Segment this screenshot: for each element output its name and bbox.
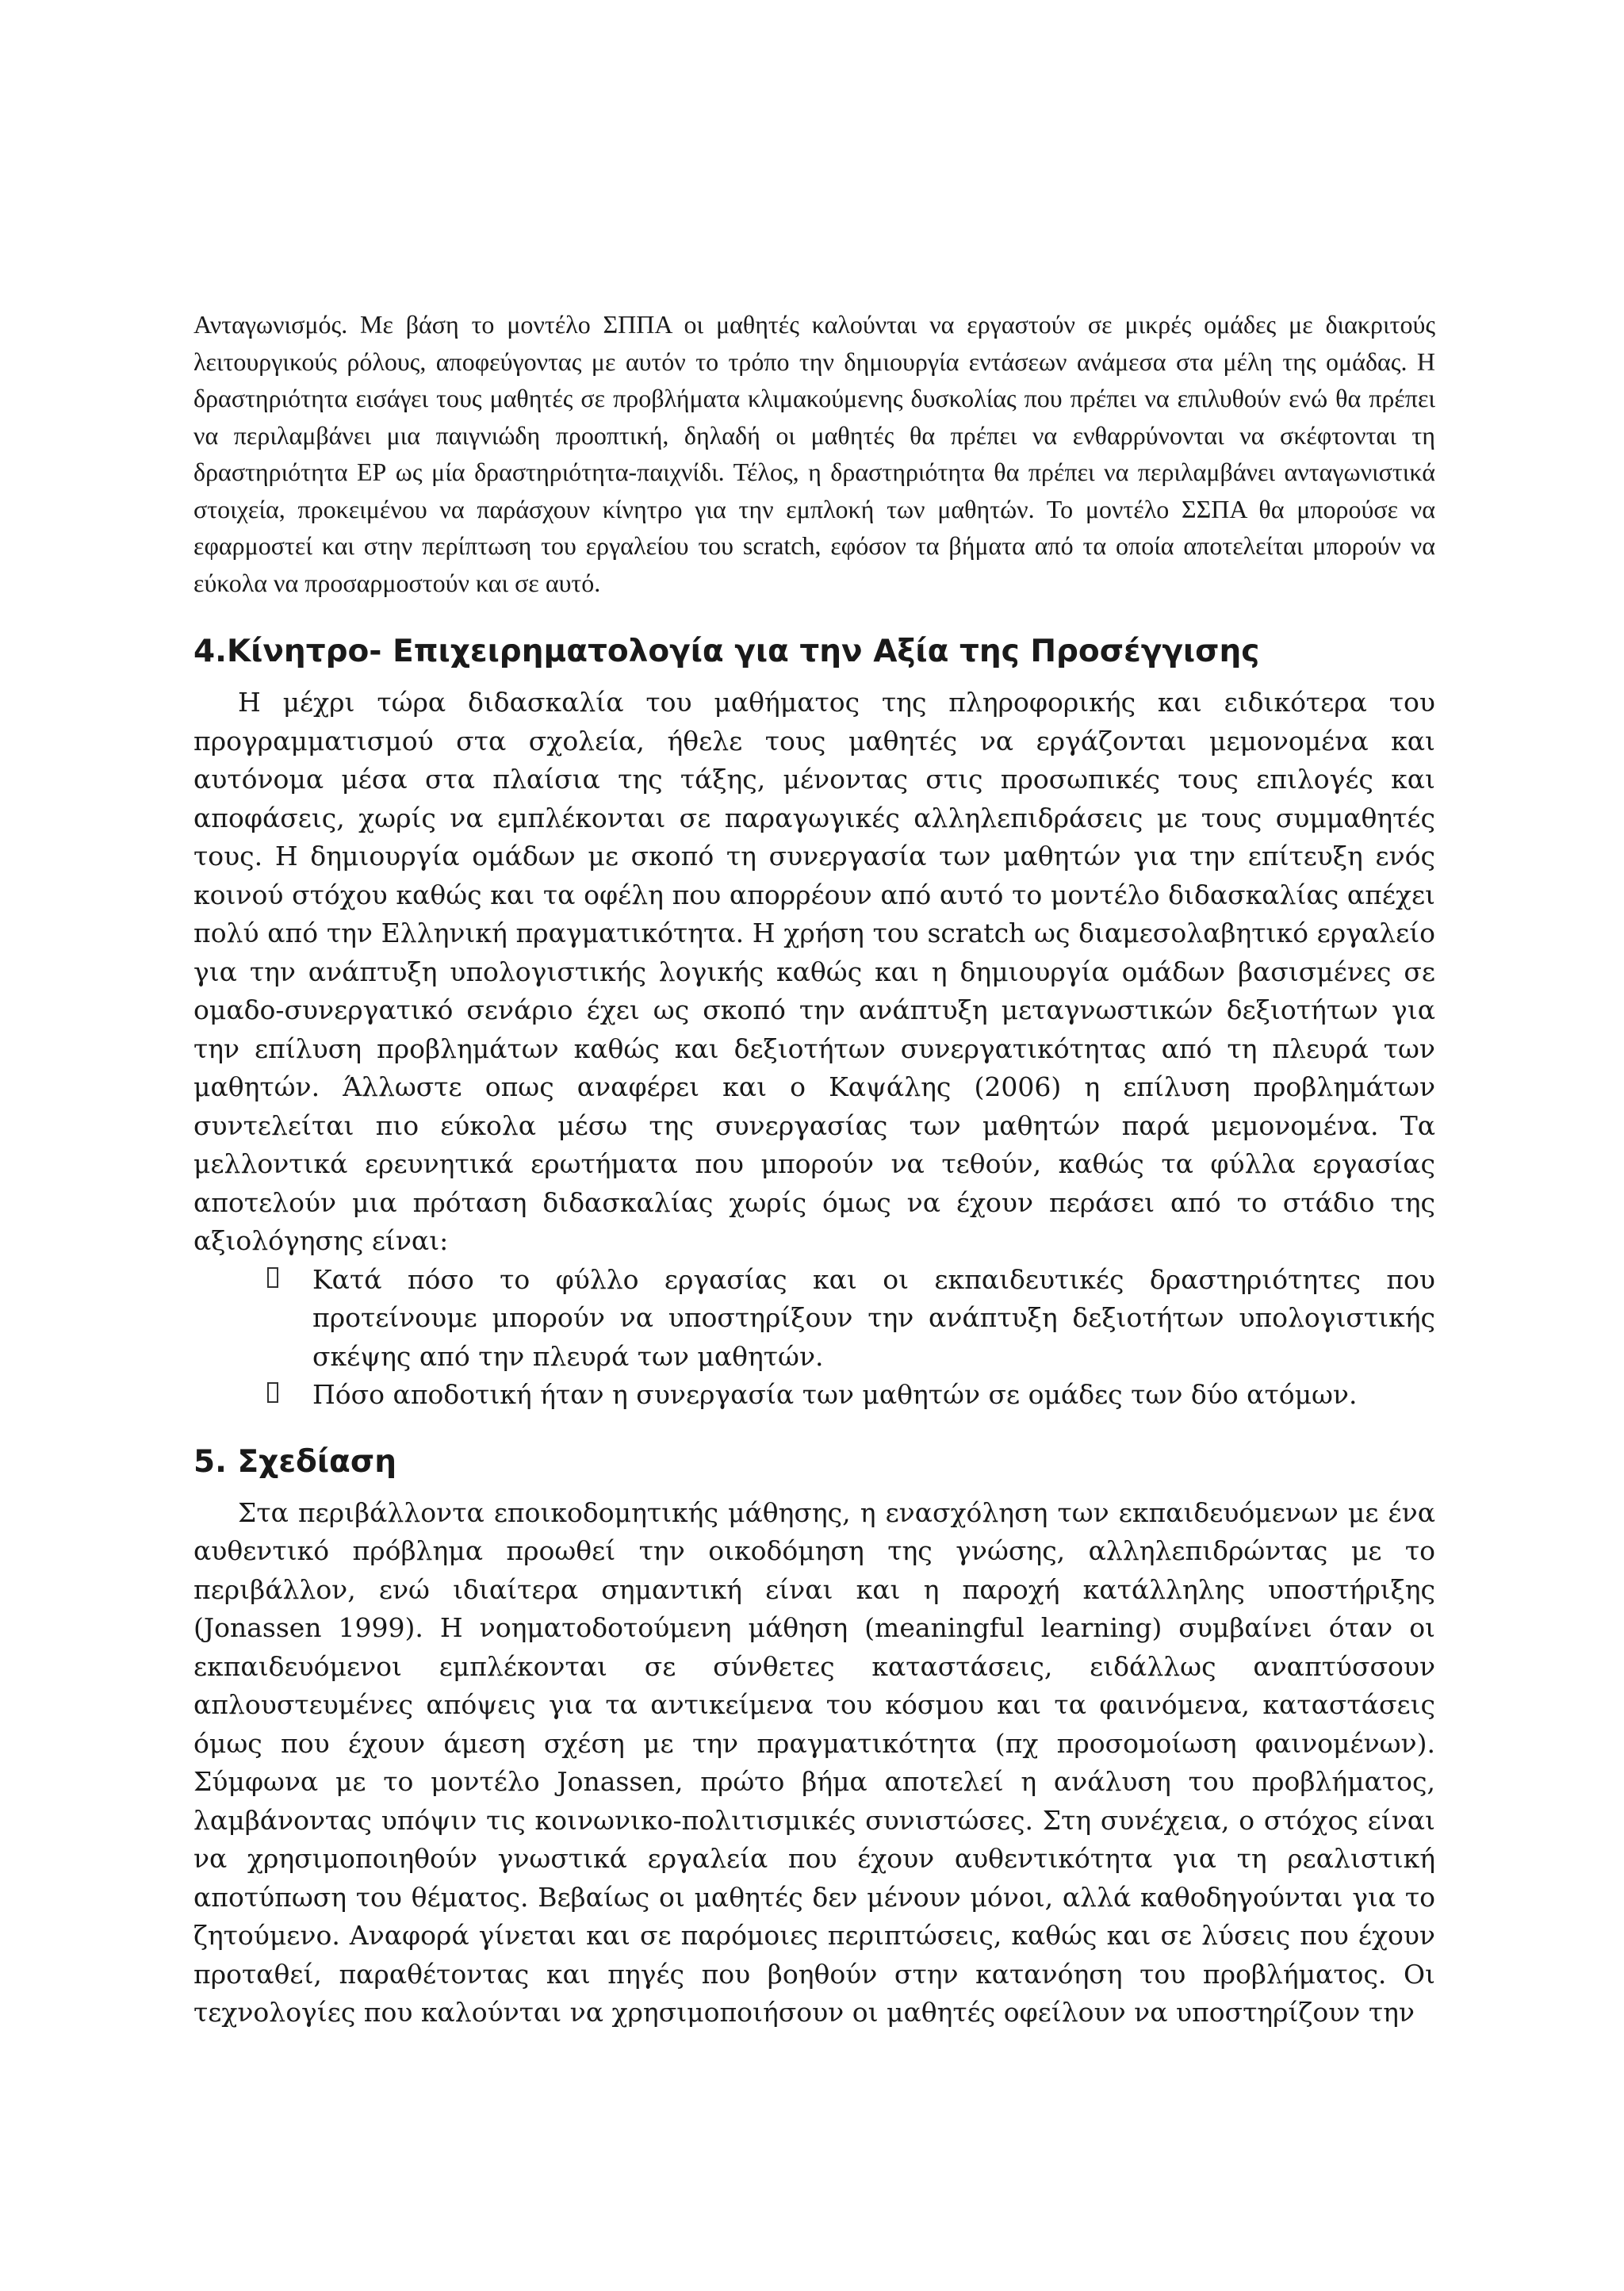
bullet-box-icon <box>267 1382 278 1403</box>
bullet-box-icon <box>267 1267 278 1288</box>
section-5-heading: 5. Σχεδίαση <box>193 1443 396 1480</box>
list-item <box>193 1261 1435 1377</box>
section-5-paragraph: Στα περιβάλλοντα εποικοδομητικής μάθησης, η ενασχόληση των εκπαιδευόμενων με ένα αυθεντικό πρόβλημα προωθεί την οικοδόμηση της γνώσης, αλληλεπιδρώντας με το περιβάλλον, ενώ ιδιαίτερα σημαντική είναι και η παροχή κατάλληλης υποστήριξης (Jonassen 1999). Η νοηματοδοτούμενη μάθηση (meaningful learning) συμβαίνει όταν οι εκπαιδευόμενοι εμπλέκονται σε σύνθετες καταστάσεις, ειδάλλως αναπτύσσουν απλουστευμένες απόψεις για τα αντικείμενα του κόσμου και τα φαινόμενα, καταστάσεις όμως που έχουν άμεση σχέση με την πραγματικότητα (πχ προσομοίωση φαινομένων). Σύμφωνα με το μοντέλο Jonassen, πρώτο βήμα αποτελεί η ανάλυση του προβλήματος, λαμβάνοντας υπόψιν τις κοινωνικο-πολιτισμικές συνιστώσες. Στη συνέχεια, ο στόχος είναι να χρησιμοποιηθούν γνωστικά εργαλεία που έχουν αυθεντικότητα για τη ρεαλιστική αποτύπωση του θέματος. Βεβαίως οι μαθητές δεν μένουν μόνοι, αλλά καθοδηγούνται για το ζητούμενο. Αναφορά γίνεται και σε παρόμοιες περιπτώσεις, καθώς και σε λύσεις που έχουν προταθεί, παραθέτοντας και πηγές που βοηθούν στην κατανόηση του προβλήματος. Οι τεχνολογίες που καλούνται να χρησιμοποιήσουν οι μαθητές οφείλουν να υποστηρίζουν την <box>193 1496 1435 2028</box>
section-4-heading: 4.Κίνητρο- Επιχειρηματολογία για την Αξία της Προσέγγισης <box>193 634 1260 669</box>
page-content <box>193 306 1435 2032</box>
section-4-paragraph: Η μέχρι τώρα διδασκαλία του μαθήματος της πληροφορικής και ειδικότερα του προγραμματισμού στα σχολεία, ήθελε τους μαθητές να εργάζονται μεμονομένα και αυτόνομα μέσα στα πλαίσια της τάξης, μένοντας στις προσωπικές τους επιλογές και αποφάσεις, χωρίς να εμπλέκονται σε παραγωγικές αλληλεπιδράσεις με τους συμμαθητές τους. Η δημιουργία ομάδων με σκοπό τη συνεργασία των μαθητών για την επίτευξη ενός κοινού στόχου καθώς και τα οφέλη που απορρέουν από αυτό το μοντέλο διδασκαλίας απέχει πολύ από την Ελληνική πραγματικότητα. Η χρήση του scratch ως διαμεσολαβητικό εργαλείο για την ανάπτυξη υπολογιστικής λογικής καθώς και η δημιουργία ομάδων βασισμένες σε ομαδο-συνεργατικό σενάριο έχει ως σκοπό την ανάπτυξη μεταγνωστικών δεξιοτήτων για την επίλυση προβλημάτων καθώς και δεξιοτήτων συνεργατικότητας από τη πλευρά των μαθητών. Άλλωστε οπως αναφέρει και ο Καψάλης (2006) η επίλυση προβλημάτων συντελείται πιο εύκολα μέσω της συνεργασίας των μαθητών παρά μεμονομένα. Τα μελλοντικά ερευνητικά ερωτήματα που μπορούν να τεθούν, καθώς τα φύλλα εργασίας αποτελούν μια πρόταση διδασκαλίας χωρίς όμως να έχουν περάσει από το στάδιο της αξιολόγησης είναι: <box>193 687 1435 1256</box>
intro-paragraph: Ανταγωνισμός. Με βάση το μοντέλο ΣΠΠΑ οι μαθητές καλούνται να εργαστούν σε μικρές ομάδες με διακριτούς λειτουργικούς ρόλους, αποφεύγοντας με αυτόν το τρόπο την δημιουργία εντάσεων ανάμεσα στα μέλη της ομάδας. Η δραστηριότητα εισάγει τους μαθητές σε προβλήματα κλιμακούμενης δυσκολίας που πρέπει να επιλυθούν ενώ θα πρέπει να περιλαμβάνει μια παιγνιώδη προοπτική, δηλαδή οι μαθητές θα πρέπει να ενθαρρύνονται να σκέφτονται τη δραστηριότητα ΕΡ ως μία δραστηριότητα-παιχνίδι. Τέλος, η δραστηριότητα θα πρέπει να περιλαμβάνει ανταγωνιστικά στοιχεία, προκειμένου να παράσχουν κίνητρο για την εμπλοκή των μαθητών. Το μοντέλο ΣΣΠΑ θα μπορούσε να εφαρμοστεί και στην περίπτωση του εργαλείου του scratch, εφόσον τα βήματα από τα οποία αποτελείται μπορούν να εύκολα να προσαρμοστούν και σε αυτό. <box>193 310 1435 597</box>
list-item-text: Πόσο αποδοτική ήταν η συνεργασία των μαθητών σε ομάδες των δύο ατόμων. <box>312 1379 1358 1410</box>
list-item-text: Κατά πόσο το φύλλο εργασίας και οι εκπαιδευτικές δραστηριότητες που προτείνουμε μπορούν να υποστηρίξουν την ανάπτυξη δεξιοτήτων υπολογιστικής σκέψης από την πλευρά των μαθητών. <box>312 1263 1435 1372</box>
list-item <box>193 1376 1435 1415</box>
section-4-bullet-list <box>193 1261 1435 1415</box>
